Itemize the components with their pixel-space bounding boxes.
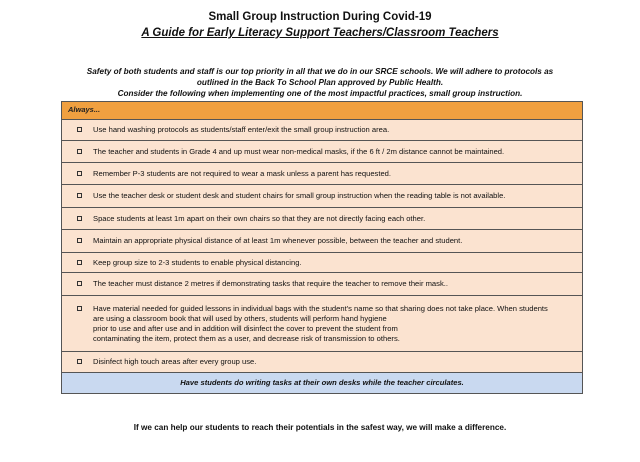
checklist-row [62,273,582,296]
intro-line: Safety of both students and staff is our top priority in all that we do in our SRCE schools. We will adhere to protocols as [86,67,554,76]
checklist-line: Use hand washing protocols as students/staff enter/exit the small group instruction area. [93,125,390,134]
checklist-line: Disinfect high touch areas after every group use. [93,357,257,366]
checkbox-bullet-icon [77,127,82,132]
checklist-text [93,279,574,289]
checklist-line: contaminating the item, protect them as a user, and decrease risk of transmission to others. [93,334,400,343]
checklist-line: Space students at least 1m apart on their own chairs so that they are not directly facing each other. [93,214,426,223]
checklist-line: prior to use and after use and in addition will disinfect the cover to prevent the student from [93,324,398,333]
checkbox-bullet-icon [77,306,82,311]
checkbox-bullet-icon [77,216,82,221]
checklist-row [62,296,582,352]
table-header: Always... [62,102,582,120]
checklist-text [93,125,574,135]
checklist-text [93,191,574,201]
checkbox-bullet-icon [77,281,82,286]
table-rows [62,120,582,373]
checklist-row [62,208,582,230]
checklist-row [62,141,582,163]
checklist-text [93,304,574,344]
checklist-line: Maintain an appropriate physical distance of at least 1m whenever possible, between the teacher and student. [93,236,463,245]
checklist-row [62,185,582,208]
checklist-line: Have material needed for guided lessons in individual bags with the student's name so that sharing does not take place. When students [93,304,548,313]
checklist-line: Remember P-3 students are not required to wear a mask unless a parent has requested. [93,169,392,178]
checklist-text [93,147,574,157]
checkbox-bullet-icon [77,359,82,364]
closing-statement: If we can help our students to reach their potentials in the safest way, we will make a difference. [133,423,507,432]
checklist-row [62,253,582,273]
intro-paragraph [60,66,580,99]
checklist-line: The teacher and students in Grade 4 and up must wear non-medical masks, if the 6 ft / 2m distance cannot be maintained. [93,147,505,156]
checklist-text [93,214,574,224]
intro-line: Consider the following when implementing one of the most impactful practices, small group instruction. [117,89,523,98]
checklist-text [93,357,574,367]
checkbox-bullet-icon [77,193,82,198]
guidelines-table [61,101,583,394]
checklist-text [93,258,574,268]
checklist-text [93,169,574,179]
page-title: Small Group Instruction During Covid-19 [208,11,432,23]
page-subtitle: A Guide for Early Literacy Support Teachers/Classroom Teachers [141,27,499,39]
checklist-row [62,163,582,185]
checkbox-bullet-icon [77,149,82,154]
checklist-line: are using a classroom book that will used by others, students will perform hand hygiene [93,314,387,323]
checklist-row [62,230,582,253]
checklist-row [62,120,582,141]
checkbox-bullet-icon [77,171,82,176]
checkbox-bullet-icon [77,260,82,265]
checklist-line: The teacher must distance 2 metres if demonstrating tasks that require the teacher to remove their mask.. [93,279,448,288]
checklist-row [62,352,582,373]
checkbox-bullet-icon [77,238,82,243]
intro-line: outlined in the Back To School Plan approved by Public Health. [196,78,444,87]
checklist-line: Use the teacher desk or student desk and student chairs for small group instruction when the reading table is not available. [93,191,506,200]
checklist-text [93,236,574,246]
table-footer: Have students do writing tasks at their own desks while the teacher circulates. [62,373,582,393]
checklist-line: Keep group size to 2-3 students to enable physical distancing. [93,258,302,267]
